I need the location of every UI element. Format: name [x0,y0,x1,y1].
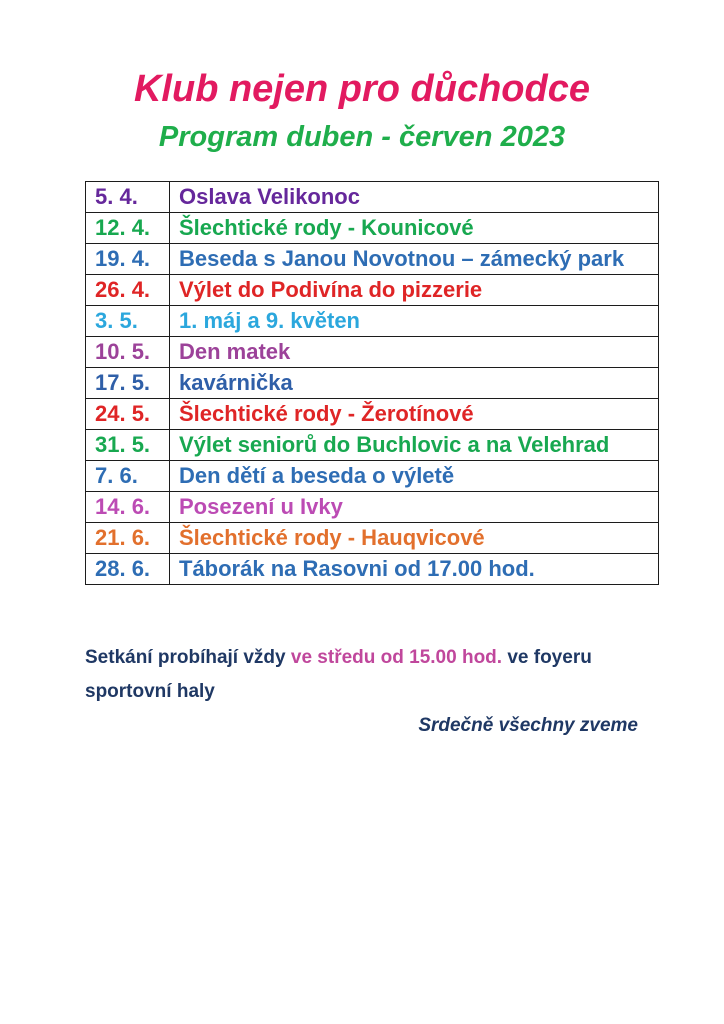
event-title: 1. máj a 9. květen [170,306,659,337]
event-date: 21. 6. [86,523,170,554]
program-table [85,181,659,585]
meeting-note-suffix: ve foyeru sportovní haly [85,647,592,702]
event-title: Oslava Velikonoc [170,182,659,213]
event-title: Výlet seniorů do Buchlovic a na Velehrad [170,430,659,461]
table-row [86,492,659,523]
table-row [86,399,659,430]
table-row [86,337,659,368]
page-subtitle: Program duben - červen 2023 [158,121,566,153]
program-table-body [86,182,659,585]
event-title: Beseda s Janou Novotnou – zámecký park [170,244,659,275]
table-row [86,430,659,461]
event-date: 26. 4. [86,275,170,306]
event-title: Výlet do Podivína do pizzerie [170,275,659,306]
event-title: kavárnička [170,368,659,399]
table-row [86,306,659,337]
event-date: 17. 5. [86,368,170,399]
meeting-note-prefix: Setkání probíhají vždy [85,647,291,668]
table-row [86,461,659,492]
event-date: 28. 6. [86,554,170,585]
meeting-note-highlight: ve středu od 15.00 hod. [290,647,503,668]
event-date: 24. 5. [86,399,170,430]
event-date: 3. 5. [86,306,170,337]
event-title: Táborák na Rasovni od 17.00 hod. [170,554,659,585]
event-date: 19. 4. [86,244,170,275]
meeting-note [85,641,638,743]
table-row [86,368,659,399]
event-title: Šlechtické rody - Kounicové [170,213,659,244]
event-title: Den dětí a beseda o výletě [170,461,659,492]
event-title: Šlechtické rody - Hauqvicové [170,523,659,554]
event-date: 14. 6. [86,492,170,523]
event-title: Den matek [170,337,659,368]
table-row [86,275,659,306]
table-row [86,523,659,554]
table-row [86,244,659,275]
event-date: 12. 4. [86,213,170,244]
table-row [86,213,659,244]
event-date: 10. 5. [86,337,170,368]
table-row [86,182,659,213]
event-title: Posezení u Ivky [170,492,659,523]
event-date: 31. 5. [86,430,170,461]
event-date: 7. 6. [86,461,170,492]
page-title: Klub nejen pro důchodce [133,68,591,110]
event-date: 5. 4. [86,182,170,213]
event-title: Šlechtické rody - Žerotínové [170,399,659,430]
table-row [86,554,659,585]
closing-line: Srdečně všechny zveme [418,715,638,736]
